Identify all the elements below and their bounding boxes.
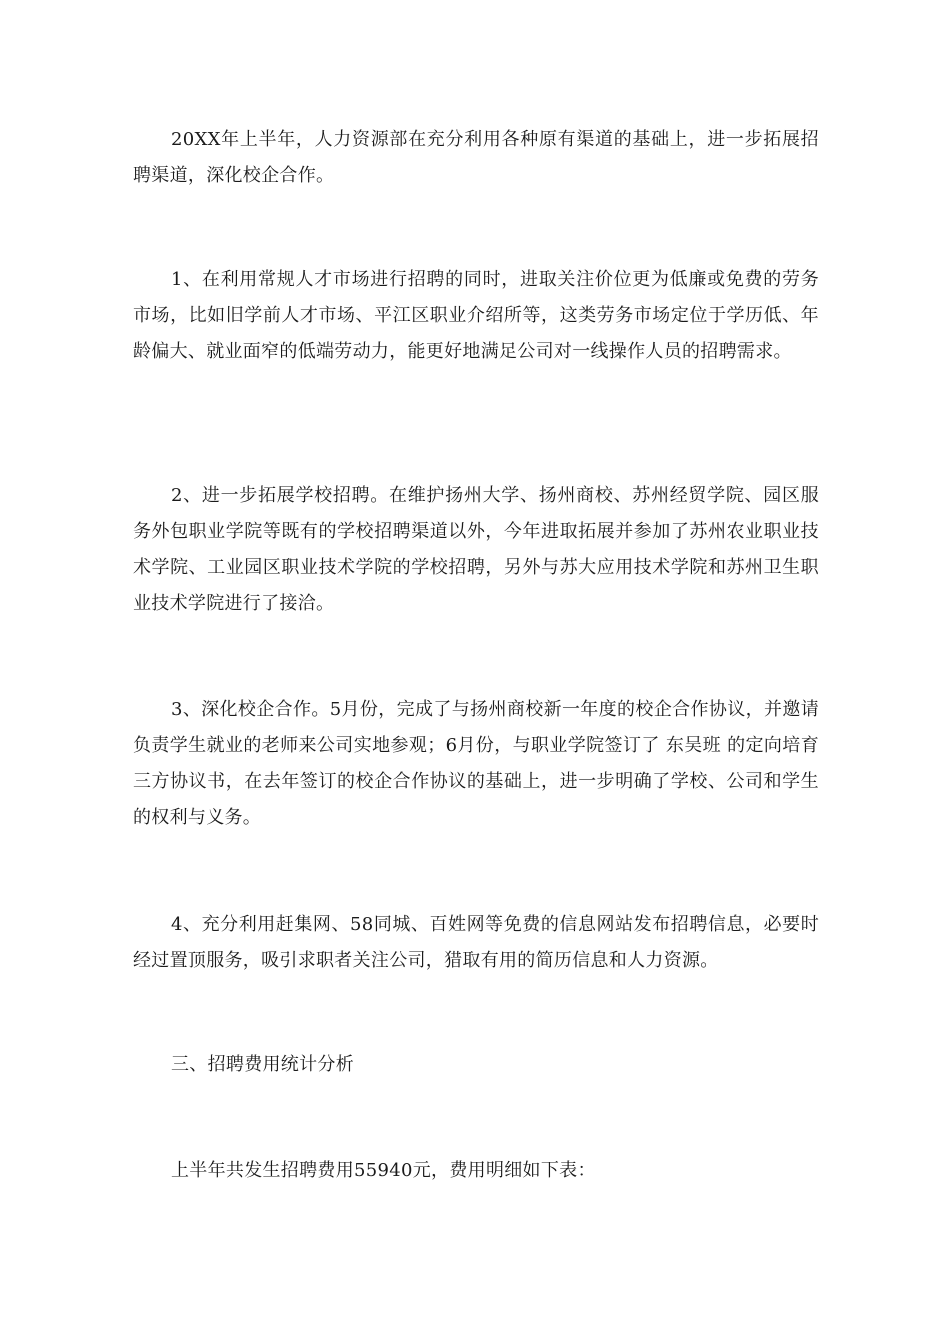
paragraph-item-2-school-recruitment: 2、进一步拓展学校招聘。在维护扬州大学、扬州商校、苏州经贸学院、园区服务外包职业学院等既有的学校招聘渠道以外，今年进取拓展并参加了苏州农业职业技术学院、工业园区职业技术学院的学校招聘，另外与苏大应用技术学院和苏州卫生职业技术学院进行了接洽。 <box>133 485 819 614</box>
paragraph-item-1-labor-market: 1、在利用常规人才市场进行招聘的同时，进取关注价位更为低廉或免费的劳务市场，比如旧学前人才市场、平江区职业介绍所等，这类劳务市场定位于学历低、年龄偏大、就业面窄的低端劳动力，能更好地满足公司对一线操作人员的招聘需求。 <box>133 269 819 362</box>
paragraph-cost-summary: 上半年共发生招聘费用55940元，费用明细如下表： <box>171 1160 596 1181</box>
paragraph-item-4-websites: 4、充分利用赶集网、58同城、百姓网等免费的信息网站发布招聘信息，必要时经过置顶服务，吸引求职者关注公司，猎取有用的简历信息和人力资源。 <box>133 914 819 971</box>
paragraph-channels-intro: 20XX年上半年，人力资源部在充分利用各种原有渠道的基础上，进一步拓展招聘渠道，深化校企合作。 <box>133 129 819 186</box>
section-heading-cost-analysis: 三、招聘费用统计分析 <box>171 1054 354 1075</box>
paragraph-item-3-school-enterprise: 3、深化校企合作。5月份，完成了与扬州商校新一年度的校企合作协议，并邀请负责学生就业的老师来公司实地参观；6月份，与职业学院签订了 东吴班 的定向培育三方协议书，在去年签订的校企合作协议的基础上，进一步明确了学校、公司和学生的权利与义务。 <box>133 699 819 828</box>
